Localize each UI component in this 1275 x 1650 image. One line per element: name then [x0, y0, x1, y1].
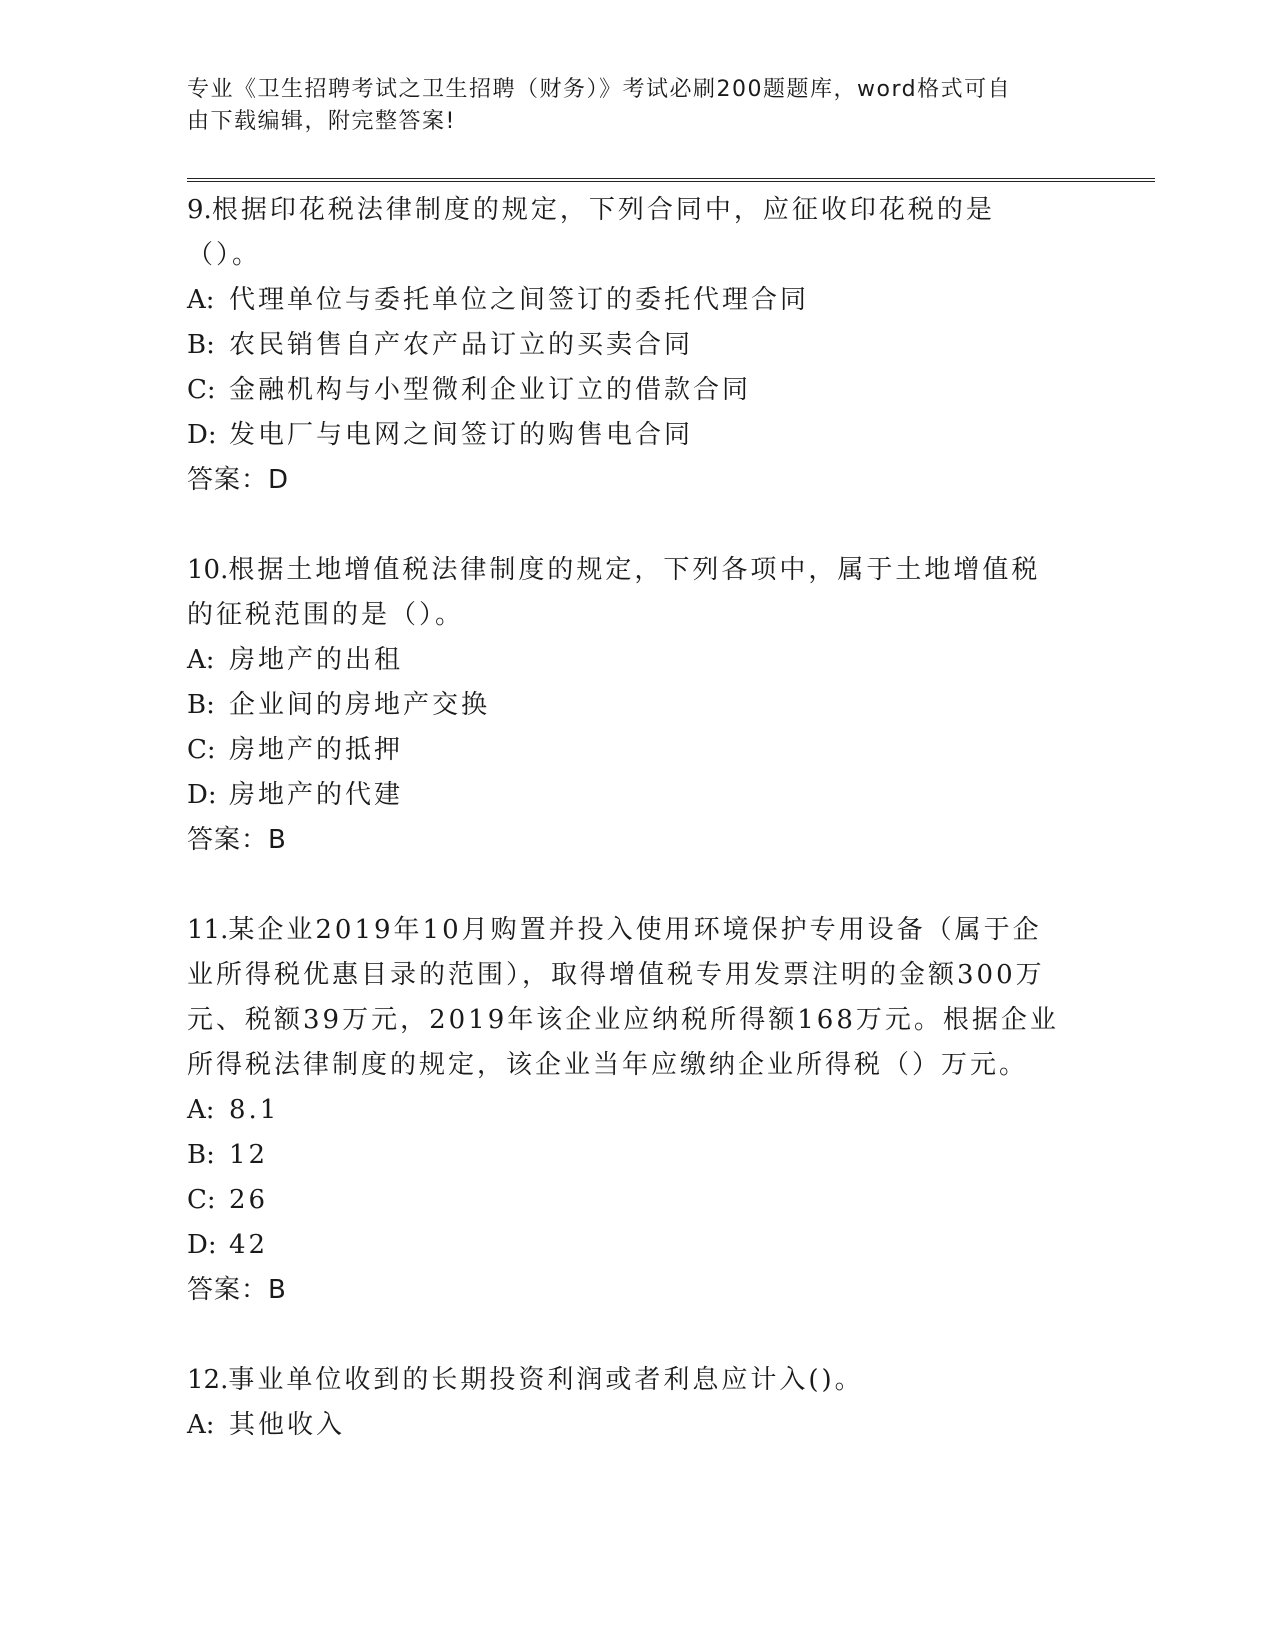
option-c [187, 728, 1087, 773]
question-9 [187, 188, 1087, 502]
question-number: 10. [187, 555, 229, 585]
option-key: B: [187, 330, 215, 360]
option-key: D: [187, 780, 217, 810]
question-stem [187, 1358, 1067, 1403]
question-12 [187, 1358, 1087, 1448]
question-11 [187, 908, 1087, 1312]
answer-line: 答案：B [187, 825, 287, 855]
option-key: B: [187, 690, 215, 720]
option-b [187, 323, 1087, 368]
option-text: 房地产的抵押 [229, 735, 404, 765]
option-text: 26 [229, 1185, 269, 1215]
option-c [187, 368, 1087, 413]
option-text: 企业间的房地产交换 [229, 690, 491, 720]
option-a [187, 278, 1087, 323]
option-b [187, 1133, 1087, 1178]
option-text: 其他收入 [229, 1410, 346, 1440]
option-text: 8.1 [229, 1095, 280, 1125]
header-divider [187, 178, 1155, 182]
option-key: C: [187, 735, 216, 765]
option-key: A: [187, 1410, 215, 1440]
option-text: 42 [229, 1230, 269, 1260]
question-stem [187, 908, 1067, 1088]
option-a [187, 1088, 1087, 1133]
question-text: 某企业2019年10月购置并投入使用环境保护专用设备（属于企业所得税优惠目录的范围），取得增值税专用发票注明的金额300万元、税额39万元，2019年该企业应纳税所得额168万元。根据企业所得税法律制度的规定，该企业当年应缴纳企业所得税（）万元。 [187, 915, 1059, 1080]
option-a [187, 1403, 1087, 1448]
option-d [187, 1223, 1087, 1268]
option-text: 房地产的出租 [229, 645, 404, 675]
option-key: D: [187, 1230, 217, 1260]
question-number: 11. [187, 915, 229, 945]
header-line-1: 专业《卫生招聘考试之卫生招聘（财务）》考试必刷200题题库，word格式可自 [187, 77, 1012, 102]
option-key: A: [187, 1095, 215, 1125]
option-text: 农民销售自产农产品订立的买卖合同 [229, 330, 694, 360]
option-key: C: [187, 1185, 216, 1215]
question-number: 12. [187, 1365, 229, 1395]
question-10 [187, 548, 1087, 862]
option-key: A: [187, 645, 215, 675]
header-line-2: 由下载编辑，附完整答案! [187, 109, 456, 134]
option-text: 代理单位与委托单位之间签订的委托代理合同 [229, 285, 810, 315]
option-key: A: [187, 285, 215, 315]
question-number: 9. [187, 195, 212, 225]
question-stem [187, 548, 1067, 638]
question-text: 根据印花税法律制度的规定，下列合同中，应征收印花税的是（）。 [187, 195, 995, 270]
option-key: B: [187, 1140, 215, 1170]
answer-line: 答案：D [187, 465, 290, 495]
option-text: 金融机构与小型微利企业订立的借款合同 [229, 375, 752, 405]
option-c [187, 1178, 1087, 1223]
option-text: 发电厂与电网之间签订的购售电合同 [229, 420, 694, 450]
option-text: 12 [229, 1140, 269, 1170]
option-key: D: [187, 420, 217, 450]
option-key: C: [187, 375, 216, 405]
option-text: 房地产的代建 [229, 780, 404, 810]
option-d [187, 773, 1087, 818]
option-a [187, 638, 1087, 683]
option-b [187, 683, 1087, 728]
question-text: 根据土地增值税法律制度的规定，下列各项中，属于土地增值税的征税范围的是（）。 [187, 555, 1041, 630]
question-list [187, 188, 1087, 1494]
question-text: 事业单位收到的长期投资利润或者利息应计入()。 [228, 1365, 864, 1395]
question-stem [187, 188, 1067, 278]
option-d [187, 413, 1087, 458]
document-header [187, 74, 1067, 138]
answer-line: 答案：B [187, 1275, 287, 1305]
